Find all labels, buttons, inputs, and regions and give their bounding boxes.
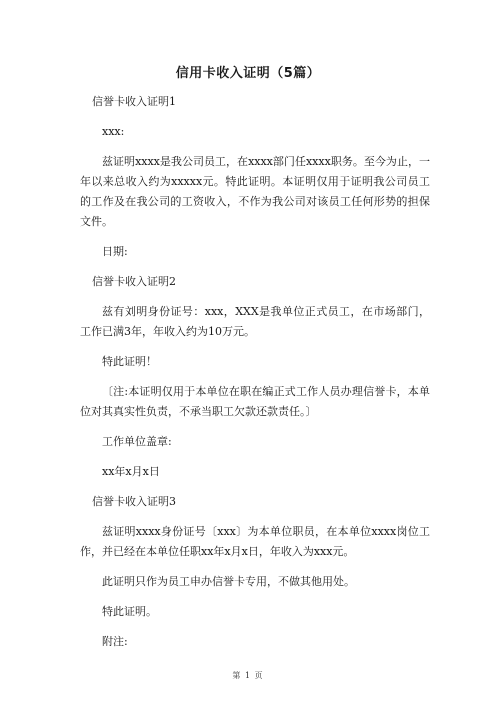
section-1-paragraph-1: xxx: <box>102 125 125 138</box>
section-2-paragraph-5: xx年x月x日 <box>102 465 160 478</box>
section-heading-3: 信誉卡收入证明3 <box>92 495 176 508</box>
section-heading-1: 信誉卡收入证明1 <box>92 95 176 108</box>
section-2-paragraph-4: 工作单位盖章: <box>102 435 172 448</box>
section-1-paragraph-3: 日期: <box>102 245 128 258</box>
section-2-paragraph-2: 特此证明！ <box>102 355 157 368</box>
section-2-paragraph-1: 兹有刘明身份证号：xxx，XXX是我单位正式员工，在市场部门，工作已满3年，年收入约为10万元。 <box>80 305 430 338</box>
page-number: 第 1 页 <box>232 671 264 680</box>
section-heading-2: 信誉卡收入证明2 <box>92 275 176 288</box>
section-3-paragraph-1: 兹证明xxxx身份证号〔xxx〕为本单位职员，在本单位xxxx岗位工作，并已经在本单位任职xx年x月x日，年收入为xxx元。 <box>80 525 430 558</box>
document-title: 信用卡收入证明（5篇） <box>175 66 321 81</box>
section-3-paragraph-4: 附注: <box>102 635 128 648</box>
section-2-paragraph-3: 〔注:本证明仅用于本单位在职在编正式工作人员办理信誉卡，本单位对其真实性负责，不承当职工欠款还款责任。〕 <box>80 385 430 418</box>
section-1-paragraph-2: 兹证明xxxx是我公司员工，在xxxx部门任xxxx职务。至今为止，一年以来总收入约为xxxxx元。特此证明。本证明仅用于证明我公司员工的工作及在我公司的工资收入，不作为我公司对该员工任何形势的担保文件。 <box>80 155 430 228</box>
document-body <box>80 92 430 662</box>
section-3-paragraph-2: 此证明只作为员工申办信誉卡专用，不做其他用处。 <box>102 575 355 588</box>
section-3-paragraph-3: 特此证明。 <box>102 605 157 618</box>
